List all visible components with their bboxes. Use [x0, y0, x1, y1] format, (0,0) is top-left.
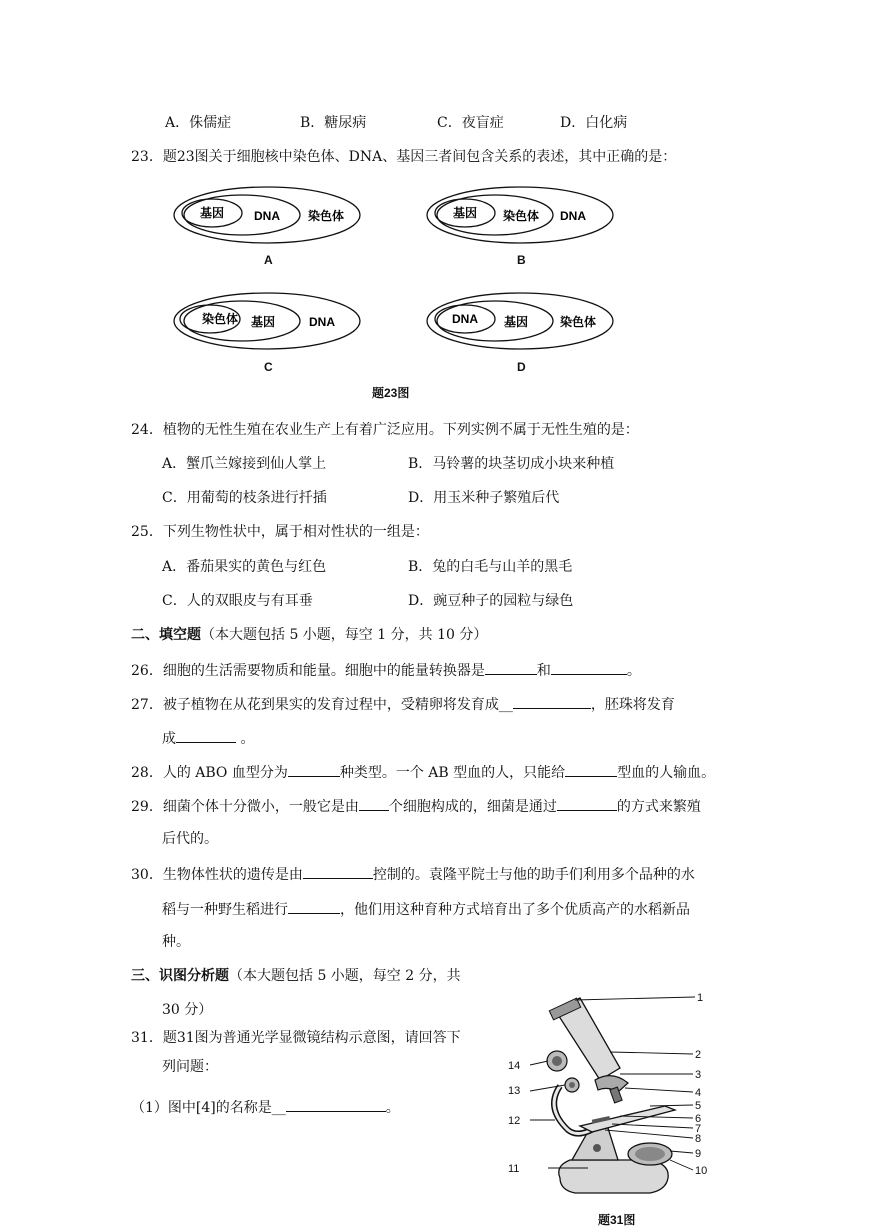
section3-note2: 30 分） [162, 1002, 213, 1018]
q31-stem2: 列问题： [162, 1059, 218, 1075]
diagram-b-outer: DNA [560, 209, 586, 223]
q26-blank-1[interactable] [485, 660, 537, 675]
diagram-a [174, 187, 360, 243]
microscope-stage [580, 1106, 675, 1132]
q29-blank-1[interactable] [359, 796, 389, 811]
diagram-c-inner: 染色体 [202, 312, 239, 326]
q30-blank-2[interactable] [288, 899, 340, 914]
q30-text-d: ，他们用这种育种方式培育出了多个优质高产的水稻新品 [340, 902, 690, 918]
microscope-caption: 题31图 [598, 1213, 636, 1227]
diagram-d-middle: 基因 [504, 315, 529, 329]
label-12: 12 [508, 1115, 521, 1127]
diagram-b-letter: B [517, 253, 526, 267]
label-10: 10 [695, 1165, 708, 1177]
label-8: 8 [695, 1133, 702, 1145]
q25-option-a: A．番茄果实的黄色与红色 [162, 559, 327, 575]
diagram-a-letter: A [264, 253, 273, 267]
q23-caption: 题23图 [372, 386, 410, 400]
q29-line2: 后代的。 [162, 831, 218, 847]
label-1: 1 [697, 992, 704, 1004]
q31-sub1-blank[interactable] [286, 1097, 386, 1112]
q24-option-b: B．马铃薯的块茎切成小块来种植 [408, 456, 615, 472]
microscope-figure [500, 988, 725, 1208]
q23-diagrams [170, 183, 630, 383]
q22-option-b: B．糖尿病 [300, 115, 367, 131]
q28-blank-1[interactable] [288, 762, 340, 777]
q25-option-b: B．兔的白毛与山羊的黑毛 [408, 559, 573, 575]
q22-option-a: A．侏儒症 [165, 115, 232, 131]
section2-heading [131, 626, 487, 644]
diagram-c-outer: DNA [309, 315, 335, 329]
section3-title: 三、识图分析题 [131, 968, 229, 984]
label-14: 14 [508, 1060, 521, 1072]
section3-heading [131, 967, 461, 985]
q27-blank-1[interactable] [513, 694, 591, 709]
q25-stem: 25．下列生物性状中，属于相对性状的一组是： [131, 524, 429, 540]
label-7: 7 [695, 1123, 702, 1135]
q24-option-a: A．蟹爪兰嫁接到仙人掌上 [162, 456, 327, 472]
q22-option-d: D．白化病 [560, 115, 628, 131]
diagram-d-outer: 染色体 [560, 315, 597, 329]
q31-sub1 [131, 1097, 400, 1117]
q28-blank-2[interactable] [565, 762, 617, 777]
q27-text-c: 成 [162, 731, 176, 747]
section2-title: 二、填空题 [131, 627, 201, 643]
q27-text-a: 27．被子植物在从花到果实的发育过程中，受精卵将发育成__ [131, 697, 513, 713]
q30-line2 [162, 899, 690, 919]
q27-blank-2[interactable] [176, 728, 236, 743]
label-4: 4 [695, 1087, 702, 1099]
q30-text-c: 稻与一种野生稻进行 [162, 902, 288, 918]
q24-option-c: C．用葡萄的枝条进行扦插 [162, 490, 327, 506]
q29-text-c: 的方式来繁殖 [616, 799, 701, 815]
diagram-c-middle: 基因 [251, 315, 276, 329]
q28-text-c: 型血的人输血。 [617, 765, 716, 781]
q29-blank-2[interactable] [557, 796, 617, 811]
q27-line2 [162, 728, 254, 748]
q31-sub1-text-b: 。 [385, 1100, 400, 1116]
q26-text-c: 。 [626, 663, 641, 679]
q29-text-a: 29．细菌个体十分微小，一般它是由 [131, 799, 359, 815]
q25-option-c: C．人的双眼皮与有耳垂 [162, 593, 313, 609]
q30-line1 [131, 864, 695, 884]
diagram-d-inner: DNA [452, 312, 478, 326]
q25-option-d: D．豌豆种子的园粒与绿色 [408, 593, 574, 609]
q30-line3: 种。 [162, 934, 190, 950]
diagram-c-letter: C [264, 360, 273, 374]
q30-text-b: 控制的。袁隆平院士与他的助手们利用多个品种的水 [372, 867, 695, 883]
q28-text-a: 28．人的 ABO 血型分为 [131, 765, 288, 781]
diagram-d-letter: D [517, 360, 526, 374]
label-3: 3 [695, 1069, 702, 1081]
label-13: 13 [508, 1085, 521, 1097]
q27-line1 [131, 694, 675, 714]
diagram-a-outer: 染色体 [308, 209, 345, 223]
diagram-b-inner: 基因 [453, 206, 478, 220]
q27-text-d: 。 [236, 731, 255, 747]
section3-note: （本大题包括 5 小题，每空 2 分，共 [229, 968, 461, 984]
diagram-a-middle: DNA [254, 209, 280, 223]
q28 [131, 762, 715, 782]
diagram-d [427, 293, 613, 349]
q26-blank-2[interactable] [551, 660, 627, 675]
diagram-a-inner: 基因 [200, 206, 225, 220]
section2-note: （本大题包括 5 小题，每空 1 分，共 10 分） [201, 627, 488, 643]
q31-stem1: 31．题31图为普通光学显微镜结构示意图，请回答下 [131, 1030, 461, 1046]
q26-text-a: 26．细胞的生活需要物质和能量。细胞中的能量转换器是 [131, 663, 485, 679]
diagram-b-middle: 染色体 [503, 209, 540, 223]
q30-blank-1[interactable] [303, 864, 373, 879]
q26-text-b: 和 [536, 663, 551, 679]
q23-stem: 23．题23图关于细胞核中染色体、DNA、基因三者间包含关系的表述，其中正确的是： [131, 149, 677, 165]
q29-text-b: 个细胞构成的，细菌是通过 [388, 799, 557, 815]
q28-text-b: 种类型。一个 AB 型血的人，只能给 [339, 765, 566, 781]
q26 [131, 660, 641, 680]
q29-line1 [131, 796, 701, 816]
label-11: 11 [508, 1163, 520, 1175]
label-2: 2 [695, 1049, 702, 1061]
q22-option-c: C．夜盲症 [437, 115, 504, 131]
q31-sub1-text-a: （1）图中[4]的名称是__ [131, 1100, 286, 1116]
diagram-c [174, 293, 360, 349]
label-9: 9 [695, 1148, 702, 1160]
q27-text-b: ，胚珠将发育 [590, 697, 675, 713]
q24-stem: 24．植物的无性生殖在农业生产上有着广泛应用。下列实例不属于无性生殖的是： [131, 422, 639, 438]
label-6: 6 [695, 1113, 702, 1125]
label-5: 5 [695, 1100, 702, 1112]
diagram-b [427, 187, 613, 243]
q30-text-a: 30．生物体性状的遗传是由 [131, 867, 303, 883]
q24-option-d: D．用玉米种子繁殖后代 [408, 490, 560, 506]
